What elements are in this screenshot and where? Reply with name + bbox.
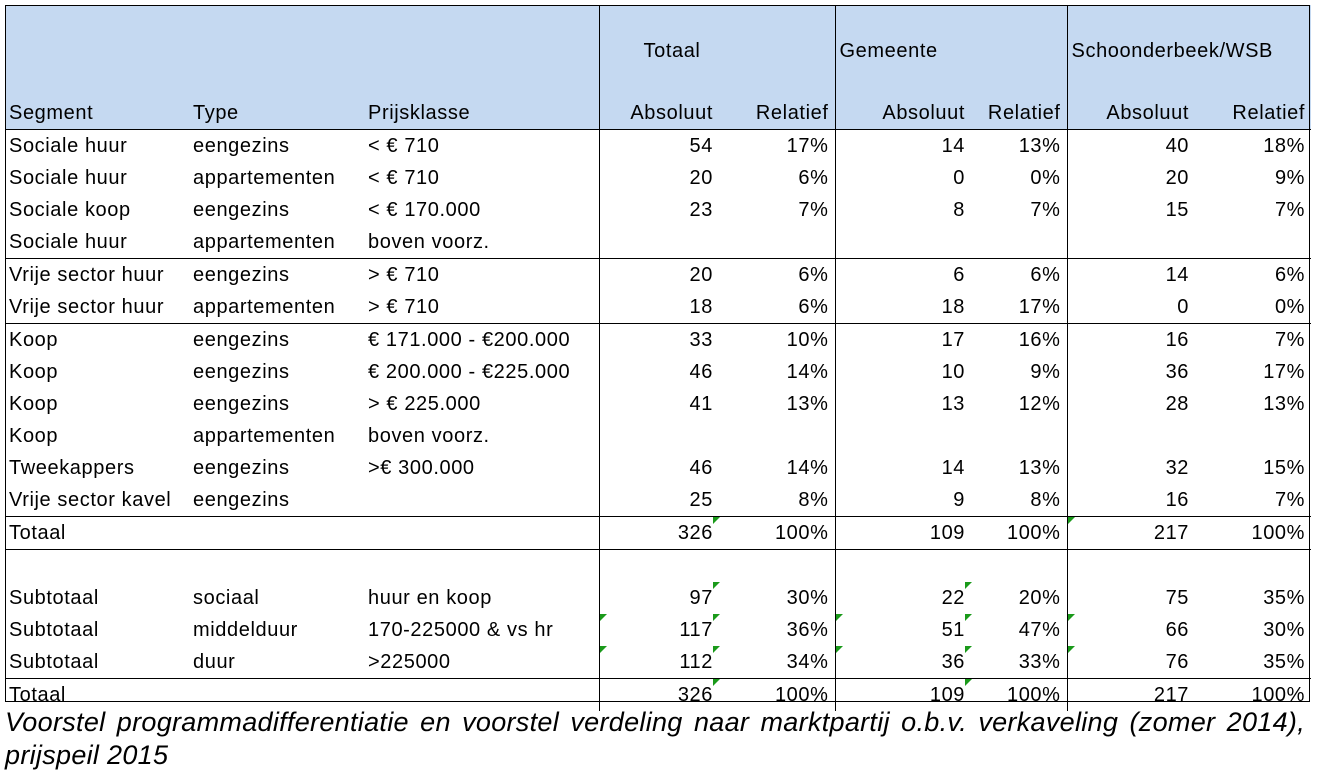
- cell-value: 9%: [1030, 361, 1061, 383]
- cell-g-abs: [835, 614, 971, 646]
- header-schoonderbeek-absoluut: Absoluut: [1067, 97, 1195, 130]
- cell-value: 18: [941, 296, 966, 318]
- cell-value: 22: [941, 587, 966, 609]
- cell-value: 326: [677, 522, 713, 544]
- header-segment: Segment: [5, 97, 189, 130]
- table-row: [5, 484, 1311, 517]
- cell-t-abs: [599, 452, 719, 484]
- cell-s-abs: [1067, 324, 1195, 357]
- cell-value: 76: [1165, 651, 1190, 673]
- type-cell: eengezins: [193, 457, 290, 479]
- cell-g-abs: [835, 291, 971, 324]
- table-row: [5, 194, 1311, 226]
- cell-t-abs: [599, 517, 719, 550]
- cell-t-rel: [719, 484, 835, 517]
- cell-value: 97: [689, 587, 713, 609]
- cell-t-abs: [599, 614, 719, 646]
- header-column-row: [5, 97, 1311, 130]
- cell-value: 6%: [798, 167, 829, 189]
- cell-s-abs: [1067, 356, 1195, 388]
- cell-value: 66: [1165, 619, 1190, 641]
- cell-value: 8: [953, 199, 966, 221]
- prijs-cell: > € 710: [364, 259, 599, 292]
- cell-value: 14: [941, 135, 966, 157]
- cell-g-rel: [971, 356, 1067, 388]
- header-group-schoonderbeek: Schoonderbeek/WSB: [1067, 5, 1311, 97]
- cell-g-abs: [835, 162, 971, 194]
- segment-cell: Subtotaal: [9, 619, 99, 641]
- cell-s-rel: [1195, 517, 1311, 550]
- cell-value: 13%: [786, 393, 829, 415]
- cell-t-abs: [599, 324, 719, 357]
- cell-value: 7%: [1274, 489, 1306, 511]
- cell-value: 7%: [1030, 199, 1061, 221]
- cell-value: 13%: [1018, 135, 1061, 157]
- header-group-row: [5, 5, 1311, 97]
- cell-value: 51: [941, 619, 966, 641]
- cell-value: 112: [679, 651, 713, 673]
- prijs-cell: € 171.000 - €200.000: [364, 324, 599, 357]
- cell-value: 34%: [786, 651, 829, 673]
- cell-s-rel: [1195, 259, 1311, 292]
- cell-g-abs: [835, 420, 971, 452]
- cell-t-rel: [719, 162, 835, 194]
- cell-value: 0%: [1274, 296, 1306, 318]
- cell-value: 8%: [1030, 489, 1061, 511]
- cell-t-abs: [599, 226, 719, 259]
- cell-value: 9: [953, 489, 966, 511]
- cell-t-abs: [599, 582, 719, 614]
- header-totaal-absoluut: Absoluut: [599, 97, 719, 130]
- cell-g-abs: [835, 484, 971, 517]
- cell-comment-marker: [836, 614, 843, 621]
- cell-value: 217: [1153, 522, 1190, 544]
- cell-value: 20: [1165, 167, 1190, 189]
- cell-value: 18: [689, 296, 713, 318]
- cell-t-rel: [719, 324, 835, 357]
- cell-s-abs: [1067, 194, 1195, 226]
- cell-s-abs: [1067, 420, 1195, 452]
- cell-g-rel: [971, 614, 1067, 646]
- segment-cell: Vrije sector huur: [9, 296, 165, 318]
- cell-g-rel: [971, 324, 1067, 357]
- cell-t-abs: [599, 420, 719, 452]
- cell-value: 47%: [1018, 619, 1061, 641]
- cell-t-abs: [599, 388, 719, 420]
- cell-s-rel: [1195, 130, 1311, 163]
- empty-cell: [971, 550, 1067, 583]
- segment-cell: Totaal: [5, 679, 189, 712]
- empty-cell: [1067, 550, 1195, 583]
- cell-value: 0%: [1030, 167, 1061, 189]
- cell-value: 33: [689, 329, 713, 351]
- cell-value: 100%: [774, 684, 829, 706]
- cell-value: 17%: [1263, 361, 1306, 383]
- cell-t-rel: [719, 517, 835, 550]
- empty-cell: [719, 550, 835, 583]
- cell-s-rel: [1195, 291, 1311, 324]
- cell-s-abs: [1067, 452, 1195, 484]
- segment-cell: Sociale huur: [9, 167, 128, 189]
- cell-value: 7%: [798, 199, 829, 221]
- cell-value: 35%: [1263, 587, 1306, 609]
- cell-value: 17%: [786, 135, 829, 157]
- cell-s-rel: [1195, 194, 1311, 226]
- cell-g-abs: [835, 130, 971, 163]
- cell-t-rel: [719, 259, 835, 292]
- cell-t-rel: [719, 356, 835, 388]
- type-cell: eengezins: [189, 324, 364, 357]
- cell-g-abs: [835, 388, 971, 420]
- cell-value: 14: [1165, 264, 1190, 286]
- cell-t-rel: [719, 646, 835, 679]
- segment-cell: Koop: [9, 425, 59, 447]
- cell-value: 36%: [786, 619, 829, 641]
- prijs-cell: > € 225.000: [368, 393, 481, 415]
- cell-value: 100%: [1251, 522, 1306, 544]
- cell-s-rel: [1195, 226, 1311, 259]
- type-cell: eengezins: [193, 489, 290, 511]
- table-row: [5, 324, 1311, 357]
- cell-value: 6%: [1274, 264, 1306, 286]
- cell-comment-marker: [1068, 614, 1075, 621]
- prijs-cell: >€ 300.000: [368, 457, 475, 479]
- cell-value: 9%: [1274, 167, 1306, 189]
- empty-cell: [364, 550, 599, 583]
- empty-cell: [5, 550, 189, 583]
- cell-value: 100%: [1251, 684, 1306, 706]
- cell-value: 14%: [786, 361, 829, 383]
- cell-value: 6: [953, 264, 966, 286]
- cell-value: 16%: [1018, 329, 1061, 351]
- cell-s-rel: [1195, 324, 1311, 357]
- cell-t-rel: [719, 614, 835, 646]
- type-cell: eengezins: [193, 199, 290, 221]
- prijs-cell: boven voorz.: [368, 425, 490, 447]
- cell-value: 36: [941, 651, 966, 673]
- subtotal-row: [5, 582, 1311, 614]
- cell-s-abs: [1067, 291, 1195, 324]
- cell-value: 17: [941, 329, 966, 351]
- segment-cell: Subtotaal: [9, 651, 99, 673]
- header-group-totaal: Totaal: [599, 5, 835, 97]
- empty-cell: [189, 550, 364, 583]
- cell-g-abs: [835, 226, 971, 259]
- segment-cell: Sociale koop: [9, 199, 131, 221]
- cell-value: 20: [689, 167, 713, 189]
- segment-cell: Koop: [9, 361, 59, 383]
- cell-s-rel: [1195, 420, 1311, 452]
- cell-value: 30%: [1263, 619, 1306, 641]
- cell-value: 15: [1165, 199, 1190, 221]
- cell-value: 36: [1165, 361, 1190, 383]
- prijs-cell: [364, 517, 599, 550]
- cell-g-rel: [971, 452, 1067, 484]
- table-row: [5, 291, 1311, 324]
- header-gemeente-absoluut: Absoluut: [835, 97, 971, 130]
- table-row: [5, 162, 1311, 194]
- segment-cell: Tweekappers: [9, 457, 135, 479]
- type-cell: eengezins: [193, 393, 290, 415]
- cell-value: 75: [1165, 587, 1190, 609]
- cell-value: 13: [941, 393, 966, 415]
- cell-value: 10: [941, 361, 966, 383]
- cell-s-rel: [1195, 582, 1311, 614]
- cell-value: 33%: [1018, 651, 1061, 673]
- total-row: [5, 517, 1311, 550]
- cell-value: 117: [679, 619, 713, 641]
- cell-value: 10%: [786, 329, 829, 351]
- cell-value: 28: [1165, 393, 1190, 415]
- cell-s-abs: [1067, 646, 1195, 679]
- cell-s-rel: [1195, 484, 1311, 517]
- cell-value: 46: [689, 361, 713, 383]
- cell-g-rel: [971, 484, 1067, 517]
- header-gemeente-relatief: Relatief: [971, 97, 1067, 130]
- cell-s-abs: [1067, 517, 1195, 550]
- cell-value: 109: [929, 684, 966, 706]
- table-row: [5, 420, 1311, 452]
- cell-comment-marker: [1068, 517, 1075, 524]
- cell-value: 46: [689, 457, 713, 479]
- cell-value: 20: [689, 264, 713, 286]
- cell-comment-marker: [600, 646, 607, 653]
- cell-t-abs: [599, 130, 719, 163]
- segment-cell: Subtotaal: [9, 587, 99, 609]
- table-row: [5, 452, 1311, 484]
- segment-cell: Vrije sector kavel: [9, 489, 172, 511]
- cell-value: 18%: [1263, 135, 1306, 157]
- header-empty-cell: [189, 5, 364, 97]
- segment-cell: Sociale huur: [9, 135, 128, 157]
- type-cell: duur: [193, 651, 236, 673]
- cell-s-abs: [1067, 259, 1195, 292]
- cell-comment-marker: [1068, 646, 1075, 653]
- cell-s-rel: [1195, 452, 1311, 484]
- cell-value: 6%: [1030, 264, 1061, 286]
- cell-s-abs: [1067, 388, 1195, 420]
- cell-t-rel: [719, 582, 835, 614]
- cell-value: 0: [1177, 296, 1190, 318]
- table-row: [5, 259, 1311, 292]
- cell-t-rel: [719, 388, 835, 420]
- cell-value: 8%: [798, 489, 829, 511]
- segment-cell: Koop: [5, 324, 189, 357]
- empty-cell: [835, 550, 971, 583]
- prijs-cell: [364, 484, 599, 517]
- segment-cell: Koop: [9, 393, 59, 415]
- prijs-cell: € 200.000 - €225.000: [368, 361, 571, 383]
- cell-g-abs: [835, 356, 971, 388]
- segment-cell: Sociale huur: [9, 231, 128, 253]
- prijs-cell: < € 710: [368, 135, 440, 157]
- cell-value: 6%: [798, 264, 829, 286]
- table-row: [5, 388, 1311, 420]
- cell-t-abs: [599, 259, 719, 292]
- cell-s-rel: [1195, 646, 1311, 679]
- cell-value: 6%: [798, 296, 829, 318]
- cell-value: 17%: [1018, 296, 1061, 318]
- cell-g-rel: [971, 130, 1067, 163]
- cell-t-rel: [719, 194, 835, 226]
- header-type: Type: [189, 97, 364, 130]
- cell-g-rel: [971, 291, 1067, 324]
- type-cell: sociaal: [193, 587, 260, 609]
- cell-t-abs: [599, 484, 719, 517]
- prijs-cell: huur en koop: [368, 587, 492, 609]
- cell-g-abs: [835, 646, 971, 679]
- type-cell: appartementen: [193, 167, 336, 189]
- cell-value: 30%: [786, 587, 829, 609]
- cell-s-rel: [1195, 614, 1311, 646]
- type-cell: appartementen: [193, 231, 336, 253]
- cell-t-rel: [719, 130, 835, 163]
- cell-s-abs: [1067, 484, 1195, 517]
- type-cell: [189, 517, 364, 550]
- cell-value: 16: [1165, 329, 1190, 351]
- segment-cell: Vrije sector huur: [5, 259, 189, 292]
- header-prijsklasse: Prijsklasse: [364, 97, 599, 130]
- cell-t-rel: [719, 226, 835, 259]
- cell-value: 100%: [1006, 522, 1061, 544]
- cell-t-rel: [719, 420, 835, 452]
- cell-value: 100%: [1006, 684, 1061, 706]
- cell-t-abs: [599, 291, 719, 324]
- subtotal-row: [5, 614, 1311, 646]
- cell-s-abs: [1067, 130, 1195, 163]
- cell-value: 54: [689, 135, 713, 157]
- cell-s-abs: [1067, 226, 1195, 259]
- header-schoonderbeek-relatief: Relatief: [1195, 97, 1311, 130]
- spacer-row: [5, 550, 1311, 583]
- program-table: [5, 5, 1311, 711]
- cell-value: 109: [929, 522, 966, 544]
- cell-value: 41: [689, 393, 713, 415]
- cell-value: 32: [1165, 457, 1190, 479]
- cell-t-abs: [599, 646, 719, 679]
- cell-t-abs: [599, 194, 719, 226]
- cell-g-rel: [971, 517, 1067, 550]
- header-empty-cell: [364, 5, 599, 97]
- type-cell: middelduur: [193, 619, 298, 641]
- type-cell: eengezins: [193, 135, 290, 157]
- cell-comment-marker: [600, 614, 607, 621]
- cell-s-abs: [1067, 614, 1195, 646]
- cell-t-rel: [719, 452, 835, 484]
- cell-g-abs: [835, 324, 971, 357]
- prijs-cell: boven voorz.: [368, 231, 490, 253]
- cell-g-abs: [835, 194, 971, 226]
- cell-g-abs: [835, 259, 971, 292]
- cell-value: 13%: [1263, 393, 1306, 415]
- cell-g-abs: [835, 517, 971, 550]
- cell-value: 14%: [786, 457, 829, 479]
- prijs-cell: < € 170.000: [368, 199, 481, 221]
- cell-s-abs: [1067, 162, 1195, 194]
- table-row: [5, 356, 1311, 388]
- prijs-cell: < € 710: [368, 167, 440, 189]
- cell-value: 13%: [1018, 457, 1061, 479]
- cell-g-abs: [835, 452, 971, 484]
- prijs-cell: > € 710: [368, 296, 440, 318]
- cell-value: 217: [1153, 684, 1190, 706]
- table-caption: Voorstel programmadifferentiatie en voorstel verdeling naar marktpartij o.b.v. verkaveling (zomer 2014), prijspeil 2015: [5, 707, 1305, 770]
- cell-g-rel: [971, 646, 1067, 679]
- cell-s-rel: [1195, 388, 1311, 420]
- cell-value: 7%: [1274, 329, 1306, 351]
- cell-value: 25: [689, 489, 713, 511]
- cell-value: 15%: [1263, 457, 1306, 479]
- cell-value: 16: [1165, 489, 1190, 511]
- subtotal-row: [5, 646, 1311, 679]
- cell-s-rel: [1195, 356, 1311, 388]
- cell-s-abs: [1067, 582, 1195, 614]
- type-cell: appartementen: [193, 425, 336, 447]
- empty-cell: [1195, 550, 1311, 583]
- table-row: [5, 130, 1311, 163]
- cell-t-rel: [719, 291, 835, 324]
- header-group-gemeente: Gemeente: [835, 5, 1067, 97]
- cell-value: 35%: [1263, 651, 1306, 673]
- cell-t-abs: [599, 162, 719, 194]
- type-cell: appartementen: [193, 296, 336, 318]
- header-totaal-relatief: Relatief: [719, 97, 835, 130]
- cell-g-rel: [971, 194, 1067, 226]
- cell-value: 12%: [1018, 393, 1061, 415]
- prijs-cell: >225000: [368, 651, 451, 673]
- cell-value: 23: [689, 199, 713, 221]
- cell-g-rel: [971, 420, 1067, 452]
- cell-comment-marker: [836, 646, 843, 653]
- header-empty-cell: [5, 5, 189, 97]
- cell-value: 20%: [1018, 587, 1061, 609]
- cell-t-abs: [599, 356, 719, 388]
- cell-value: 14: [941, 457, 966, 479]
- cell-g-abs: [835, 582, 971, 614]
- cell-g-rel: [971, 226, 1067, 259]
- cell-value: 7%: [1274, 199, 1306, 221]
- type-cell: eengezins: [193, 361, 290, 383]
- cell-g-rel: [971, 162, 1067, 194]
- cell-g-rel: [971, 259, 1067, 292]
- segment-cell: Totaal: [5, 517, 189, 550]
- cell-s-rel: [1195, 162, 1311, 194]
- cell-g-rel: [971, 582, 1067, 614]
- cell-g-rel: [971, 388, 1067, 420]
- prijs-cell: 170-225000 & vs hr: [368, 619, 554, 641]
- cell-value: 326: [677, 684, 713, 706]
- cell-value: 40: [1165, 135, 1190, 157]
- cell-value: 0: [953, 167, 966, 189]
- table-row: [5, 226, 1311, 259]
- type-cell: eengezins: [189, 259, 364, 292]
- empty-cell: [599, 550, 719, 583]
- cell-value: 100%: [774, 522, 829, 544]
